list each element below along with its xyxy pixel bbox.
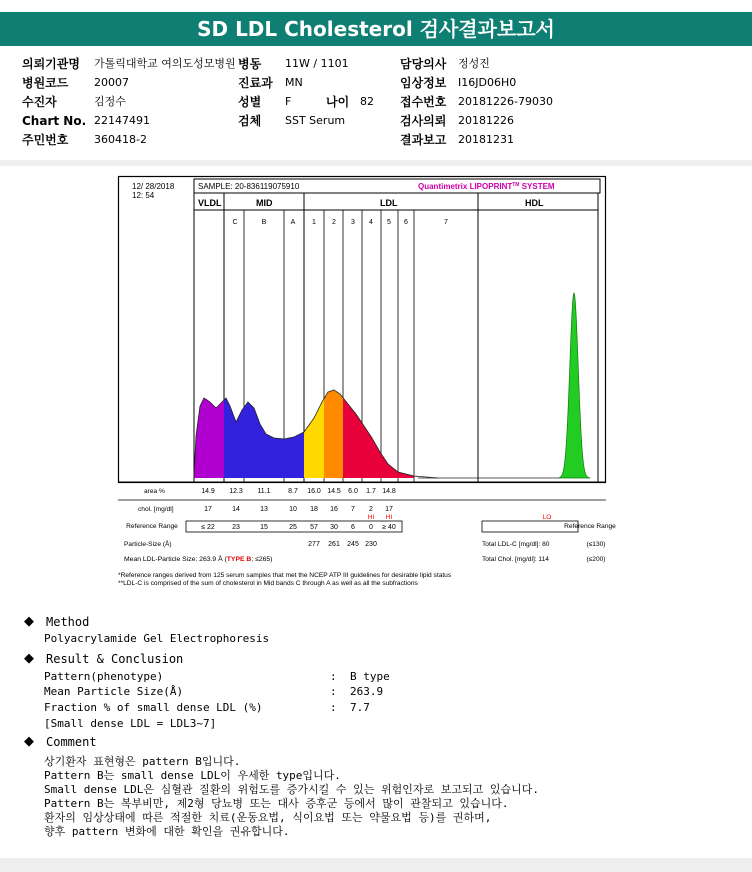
comment-line: Small dense LDL은 심혈관 질환의 위험도를 증가시킬 수 있는 위험인자로 보고되고 있습니다. [44, 783, 539, 796]
particle-size-value: 277 [308, 541, 320, 548]
footnote-1: *Reference ranges derived from 125 serum samples that met the NCEP ATP III guidelines for desirable lipid status [118, 572, 452, 579]
value-chart-no: 22147491 [94, 114, 150, 127]
label-sex: 성별 [238, 95, 262, 109]
label-age: 나이 [326, 95, 350, 109]
particle-size-label: Particle-Size (Å) [124, 541, 172, 548]
info-row [0, 55, 752, 73]
diamond-icon: ◆ [24, 651, 34, 666]
area-label: area % [144, 488, 165, 495]
area-value: 16.0 [307, 488, 321, 495]
value-specimen: SST Serum [285, 114, 346, 127]
band-label: B [261, 219, 267, 226]
ref-value: ≤ 22 [201, 524, 215, 531]
result-value-size: 263.9 [350, 685, 384, 698]
result-note: [Small dense LDL = LDL3~7] [44, 717, 217, 730]
value-requesting-institution: 가톨릭대학교 여의도성모병원 [94, 57, 236, 70]
result-value-pattern: B type [350, 670, 390, 683]
chol-value: 18 [310, 506, 318, 513]
lipoprint-chart [118, 176, 616, 596]
value-ward: 11W / 1101 [285, 57, 349, 70]
result-key-pattern: Pattern(phenotype) [44, 670, 164, 683]
patient-info [0, 55, 752, 155]
band-label: 1 [312, 219, 316, 226]
mean-ldl-size: Mean LDL-Particle Size: 263.9 Å (TYPE B; ≤265) [124, 556, 273, 563]
particle-size-value: 245 [347, 541, 359, 548]
flag-label: LO [542, 514, 552, 521]
band-label: 4 [369, 219, 373, 226]
chol-value: 13 [260, 506, 268, 513]
divider [0, 160, 752, 166]
system-brand: Quantimetrix LIPOPRINT™ SYSTEM [418, 182, 555, 191]
value-receipt-number: 20181226-79030 [458, 95, 553, 108]
value-department: MN [285, 76, 303, 89]
group-hdl: HDL [525, 198, 544, 208]
result-colon: : [330, 670, 337, 683]
band-label: 7 [444, 219, 448, 226]
value-age: 82 [360, 95, 374, 108]
ref-value: 0 [369, 524, 373, 531]
value-clinical-info: I16JD06H0 [458, 76, 517, 89]
reference-range-label: Reference Range [126, 523, 178, 530]
ref-value: 15 [260, 524, 268, 531]
sample-id: SAMPLE: 20-836119075910 [198, 182, 300, 191]
area-value: 1.7 [366, 488, 376, 495]
value-physician: 정성진 [458, 57, 490, 70]
band-label: 2 [332, 219, 336, 226]
label-department: 진료과 [238, 76, 273, 90]
label-chart-no: Chart No. [22, 114, 87, 128]
area-value: 11.1 [257, 488, 271, 495]
flag-label: HI [385, 514, 393, 521]
ref-value: 30 [330, 524, 338, 531]
value-request-date: 20181226 [458, 114, 514, 127]
label-hospital-code: 병원코드 [22, 76, 69, 90]
comment-line: 환자의 임상상태에 따른 적절한 치료(운동요법, 식이요법 또는 약물요법 등)를 권하며, [44, 811, 492, 824]
total-chol: Total Chol. [mg/dl]: 114 [482, 556, 549, 563]
label-specimen: 검체 [238, 114, 262, 128]
result-value-fraction: 7.7 [350, 701, 370, 714]
label-receipt-number: 접수번호 [400, 95, 447, 109]
comment-line: Pattern B는 복부비만, 제2형 당뇨병 또는 대사 증후군 등에서 많이 관찰되고 있습니다. [44, 797, 509, 810]
label-clinical-info: 임상정보 [400, 76, 447, 90]
diamond-icon: ◆ [24, 614, 34, 629]
info-row [0, 112, 752, 130]
group-mid: MID [256, 198, 273, 208]
info-row [0, 74, 752, 92]
label-report-date: 결과보고 [400, 133, 447, 147]
value-report-date: 20181231 [458, 133, 514, 146]
method-title: Method [46, 615, 90, 629]
comment-line: 향후 pattern 변화에 대한 확인을 권유합니다. [44, 825, 290, 838]
area-value: 8.7 [288, 488, 298, 495]
report-title: SD LDL Cholesterol 검사결과보고서 [0, 12, 752, 46]
particle-size-value: 261 [328, 541, 340, 548]
group-ldl: LDL [380, 198, 398, 208]
group-vldl: VLDL [198, 198, 222, 208]
method-text: Polyacrylamide Gel Electrophoresis [44, 632, 270, 645]
area-value: 14.9 [201, 488, 215, 495]
info-row [0, 131, 752, 149]
total-ldl: Total LDL-C [mg/dl]: 80 [482, 541, 550, 548]
value-sex: F [285, 95, 292, 108]
chol-label: chol. [mg/dl] [138, 506, 174, 513]
result-key-size: Mean Particle Size(Å) [44, 685, 184, 698]
chol-value: 10 [289, 506, 297, 513]
ref-value: ≥ 40 [382, 524, 396, 531]
ref-value: 6 [351, 524, 355, 531]
result-title: Result & Conclusion [46, 652, 184, 666]
value-patient: 김정수 [94, 95, 126, 108]
band-label: 6 [404, 219, 408, 226]
total-chol-ref: (≤200) [586, 556, 606, 563]
area-value: 14.8 [382, 488, 396, 495]
chart-time: 12: 54 [132, 191, 155, 200]
flag-label: HI [367, 514, 375, 521]
chol-value: 14 [232, 506, 240, 513]
value-resident-number: 360418-2 [94, 133, 147, 146]
result-colon: : [330, 685, 337, 698]
label-request-date: 검사의뢰 [400, 114, 447, 128]
comment-line: 상기환자 표현형은 pattern B입니다. [44, 755, 241, 768]
ref-value: 25 [289, 524, 297, 531]
result-key-fraction: Fraction % of small dense LDL (%) [44, 701, 263, 714]
band-label: 3 [351, 219, 355, 226]
result-colon: : [330, 701, 337, 714]
label-resident-number: 주민번호 [22, 133, 69, 147]
comment-title: Comment [46, 735, 97, 749]
chart-date: 12/ 28/2018 [132, 182, 175, 191]
footnote-2: **LDL-C is comprised of the sum of cholesterol in Mid bands C through A as well as all the subfractions [118, 580, 418, 587]
chol-value: 17 [385, 506, 393, 513]
band-label: C [232, 219, 238, 226]
particle-size-value: 230 [365, 541, 377, 548]
label-physician: 담당의사 [400, 57, 447, 71]
reference-range-label: Reference Range [564, 523, 616, 530]
label-ward: 병동 [238, 57, 262, 71]
diamond-icon: ◆ [24, 734, 34, 749]
label-requesting-institution: 의뢰기관명 [22, 57, 80, 71]
chol-value: 16 [330, 506, 338, 513]
footer-bar [0, 858, 752, 872]
area-value: 14.5 [327, 488, 341, 495]
area-value: 12.3 [229, 488, 243, 495]
area-value: 6.0 [348, 488, 358, 495]
band-area [324, 390, 343, 478]
total-ldl-ref: (≤130) [586, 541, 606, 548]
ref-value: 23 [232, 524, 240, 531]
ref-value: 57 [310, 524, 318, 531]
band-label: 5 [387, 219, 391, 226]
info-row [0, 93, 752, 111]
value-hospital-code: 20007 [94, 76, 129, 89]
band-label: A [290, 219, 296, 226]
chol-value: 2 [369, 506, 373, 513]
label-patient: 수진자 [22, 95, 57, 109]
chol-value: 17 [204, 506, 212, 513]
chol-value: 7 [351, 506, 355, 513]
comment-line: Pattern B는 small dense LDL이 우세한 type입니다. [44, 769, 341, 782]
